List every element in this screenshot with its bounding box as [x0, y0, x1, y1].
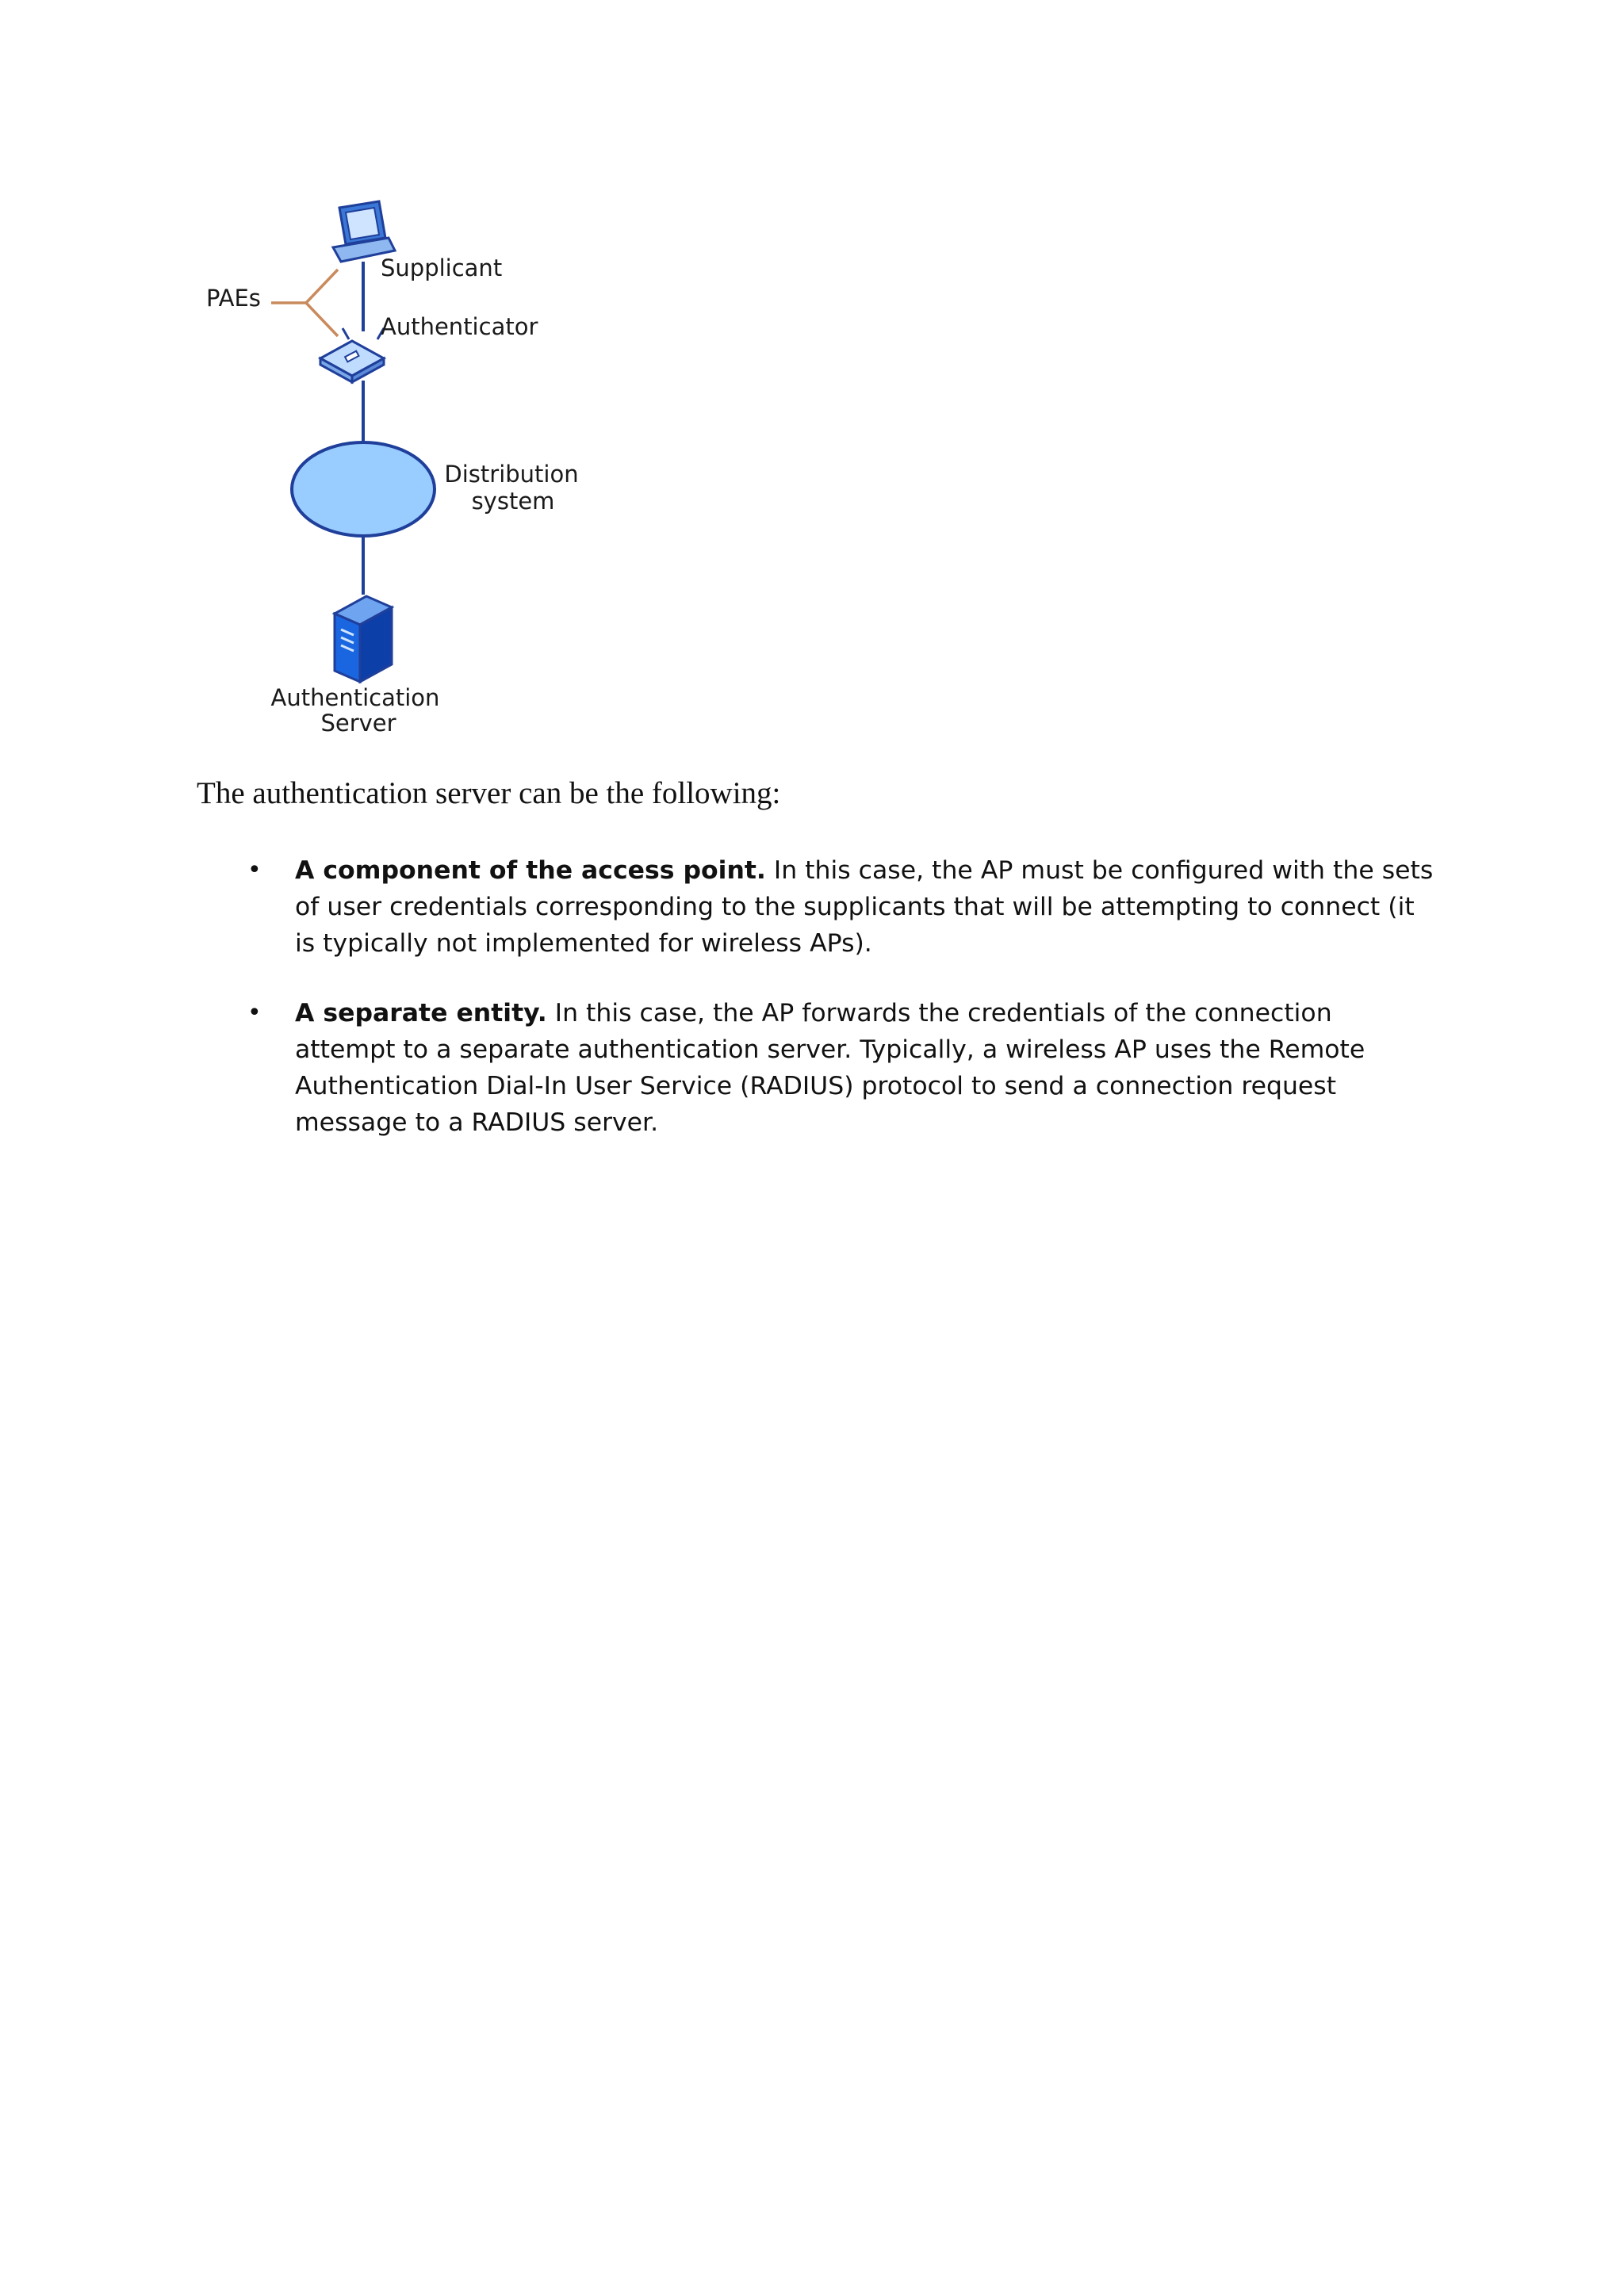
option-term: A separate entity.	[295, 999, 547, 1027]
authentication-server-options-list	[197, 852, 1434, 1174]
bullet-icon: •	[247, 999, 262, 1027]
distribution-system-label-line1: Distribution	[444, 461, 579, 488]
list-item	[197, 995, 1434, 1141]
option-description: In this case, the AP forwards the credentials of the connection attempt to a separate authentication server. Typically, a wireless AP uses the Remote Authentication Dial-In User Service (RADIUS) protocol to send a connection request message to a RADIUS server.	[295, 999, 1365, 1137]
intro-sentence: The authentication server can be the following:	[197, 776, 781, 810]
server-icon	[335, 596, 392, 682]
authentication-server-label-line2: Server	[320, 710, 396, 737]
option-description: In this case, the AP must be configured with the sets of user credentials corresponding to the supplicants that will be attempting to connect (it is typically not implemented for wireless APs).	[295, 856, 1434, 958]
authentication-server-label-line1: Authentication	[270, 684, 440, 711]
authentication-diagram	[174, 174, 619, 761]
access-point-icon	[320, 328, 384, 382]
option-term: A component of the access point.	[295, 856, 766, 885]
distribution-system-ellipse	[292, 442, 435, 536]
supplicant-label: Supplicant	[381, 254, 503, 281]
paes-label: PAEs	[206, 285, 261, 312]
paes-bracket	[271, 270, 338, 336]
laptop-icon	[333, 201, 395, 262]
distribution-system-label-line2: system	[471, 488, 555, 515]
list-item	[197, 852, 1434, 962]
authenticator-label: Authenticator	[381, 313, 538, 340]
bullet-icon: •	[247, 856, 262, 884]
